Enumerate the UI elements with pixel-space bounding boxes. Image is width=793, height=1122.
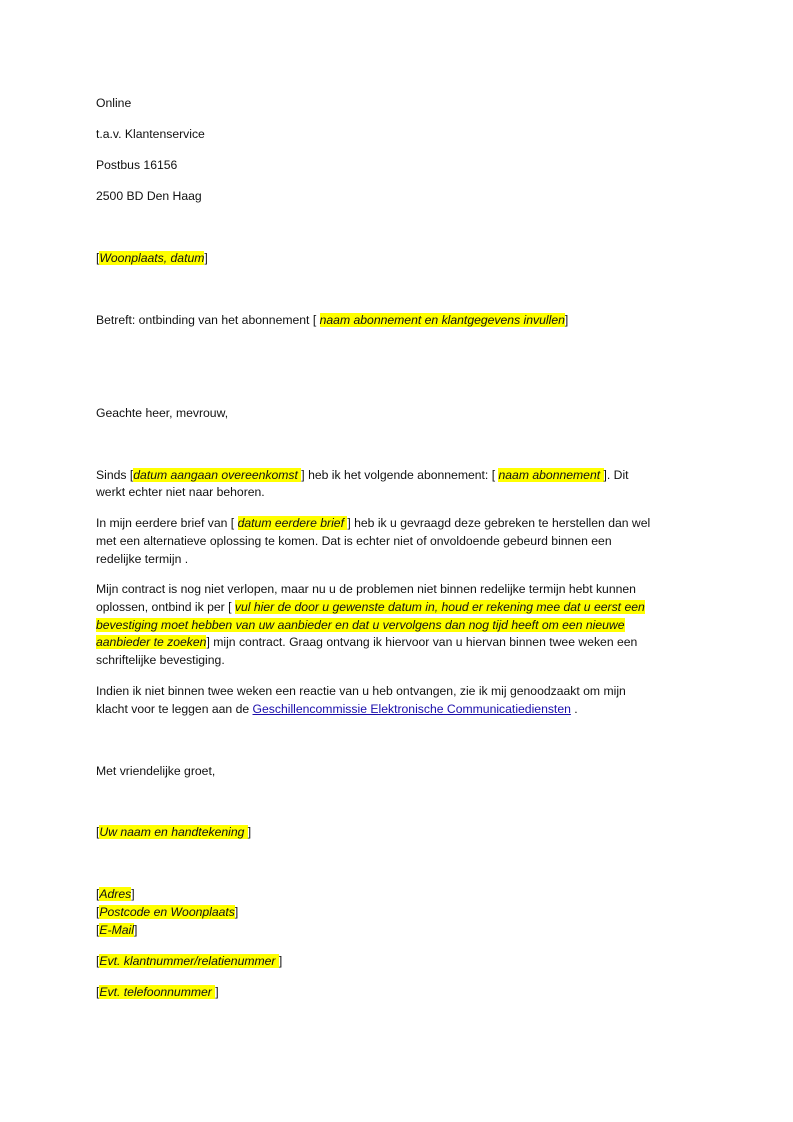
closing: Met vriendelijke groet, [96,764,216,778]
para4-text-b: . [570,702,578,716]
sender-address-placeholder: Adres [99,887,132,901]
para1-line2: werkt echter niet naar behoren. [96,485,265,499]
subject-placeholder: naam abonnement en klantgegevens invullen [319,313,565,327]
para1-text-b: ] heb ik het volgende abonnement: [ [301,468,499,482]
address-line-1: Online [96,96,132,110]
para2-line1 [96,515,650,532]
termination-date-placeholder-2: bevestiging moet hebben van uw aanbieder en dat u vervolgens dan nog tijd heeft om een nieuwe [96,618,625,632]
para4-text-a: klacht voor te leggen aan de [96,702,253,716]
para1-text-c: ]. Dit [603,468,629,482]
para4-line2 [96,701,578,718]
para1-line1 [96,467,629,484]
para2-text-a: In mijn eerdere brief van [ [96,516,238,530]
subject-suffix: ] [564,313,569,327]
geschillencommissie-link[interactable]: Geschillencommissie Elektronische Communicatiediensten [252,702,571,716]
para3-line3 [96,617,625,634]
termination-date-placeholder-1: vul hier de door u gewenste datum in, houd er rekening mee dat u eerst een [234,600,645,614]
para3-line1: Mijn contract is nog niet verlopen, maar nu u de problemen niet binnen redelijke termijn hebt kunnen [96,582,636,596]
para3-line5: schriftelijke bevestiging. [96,653,225,667]
para3-text-a: oplossen, ontbind ik per [ [96,600,235,614]
para3-line4 [96,634,637,651]
sender-email-line: [E-Mail] [96,923,138,937]
salutation: Geachte heer, mevrouw, [96,406,229,420]
sender-postcode-placeholder: Postcode en Woonplaats [99,905,235,919]
sender-customer-number-placeholder: Evt. klantnummer/relatienummer [99,954,279,968]
subject-line [96,312,568,329]
para3-line2 [96,599,645,616]
previous-letter-date-placeholder: datum eerdere brief [237,516,348,530]
contract-date-placeholder: datum aangaan overeenkomst [133,468,302,482]
place-date-line: [Woonplaats, datum] [96,251,208,265]
para2-line2: met een alternatieve oplossing te komen. Dat is echter niet of onvoldoende gebeurd binnen een [96,534,612,548]
termination-date-placeholder-3: aanbieder te zoeken [96,635,207,649]
sender-phone-line: [Evt. telefoonnummer ] [96,985,219,999]
sender-customer-number-line: [Evt. klantnummer/relatienummer ] [96,954,283,968]
para2-text-b: ] heb ik u gevraagd deze gebreken te herstellen dan wel [347,516,651,530]
para3-text-b: ] mijn contract. Graag ontvang ik hiervoor van u hiervan binnen twee weken een [206,635,638,649]
address-line-4: 2500 BD Den Haag [96,189,202,203]
subscription-name-placeholder: naam abonnement [498,468,604,482]
sender-address-line: [Adres] [96,887,135,901]
address-line-3: Postbus 16156 [96,158,178,172]
sender-postcode-line: [Postcode en Woonplaats] [96,905,239,919]
address-line-2: t.a.v. Klantenservice [96,127,205,141]
para2-line3: redelijke termijn . [96,552,189,566]
subject-prefix: Betreft: ontbinding van het abonnement [ [96,313,317,327]
para4-line1: Indien ik niet binnen twee weken een reactie van u heb ontvangen, zie ik mij genoodzaakt om mijn [96,684,626,698]
place-date-placeholder: Woonplaats, datum [99,251,205,265]
sender-phone-placeholder: Evt. telefoonnummer [99,985,216,999]
para1-text-a: Sinds [ [96,468,134,482]
signature-placeholder: Uw naam en handtekening [99,825,248,839]
signature-line: [Uw naam en handtekening ] [96,825,252,839]
sender-email-placeholder: E-Mail [99,923,134,937]
